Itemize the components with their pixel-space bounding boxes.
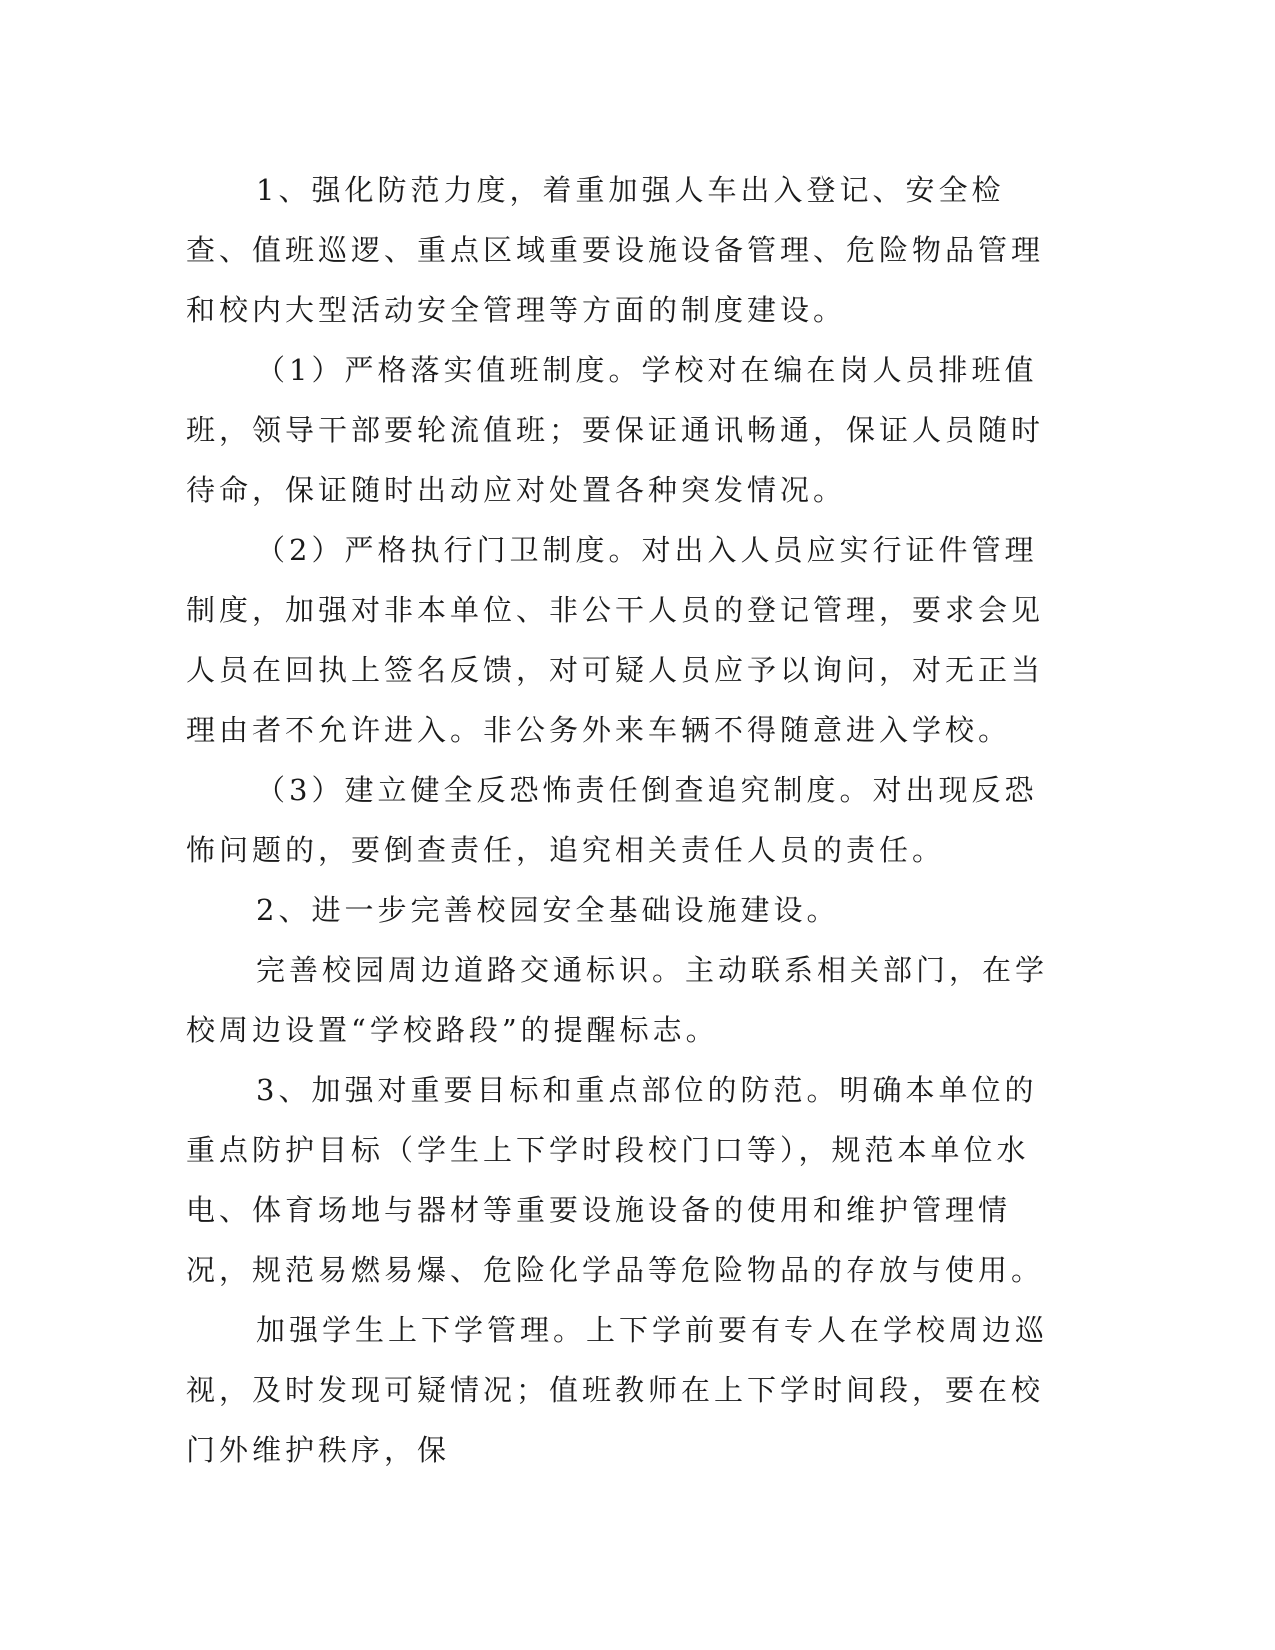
- paragraph-3: （2）严格执行门卫制度。对出入人员应实行证件管理制度，加强对非本单位、非公干人员的登记管理，要求会见人员在回执上签名反馈，对可疑人员应予以询问，对无正当理由者不允许进入。非公务外来车辆不得随意进入学校。: [186, 533, 1045, 747]
- paragraph-6: 完善校园周边道路交通标识。主动联系相关部门，在学校周边设置“学校路段”的提醒标志。: [186, 953, 1049, 1047]
- document-body: [186, 160, 1066, 1480]
- paragraph-4: （3）建立健全反恐怖责任倒查追究制度。对出现反恐怖问题的，要倒查责任，追究相关责任人员的责任。: [186, 773, 1038, 867]
- paragraph-1: 1、强化防范力度，着重加强人车出入登记、安全检查、值班巡逻、重点区域重要设施设备管理、危险物品管理和校内大型活动安全管理等方面的制度建设。: [186, 173, 1045, 327]
- paragraph-7: 3、加强对重要目标和重点部位的防范。明确本单位的重点防护目标（学生上下学时段校门口等），规范本单位水电、体育场地与器材等重要设施设备的使用和维护管理情况，规范易燃易爆、危险化学品等危险物品的存放与使用。: [186, 1073, 1045, 1287]
- paragraph-8: 加强学生上下学管理。上下学前要有专人在学校周边巡视，及时发现可疑情况；值班教师在上下学时间段，要在校门外维护秩序，保: [186, 1313, 1049, 1467]
- paragraph-2: （1）严格落实值班制度。学校对在编在岗人员排班值班，领导干部要轮流值班；要保证通讯畅通，保证人员随时待命，保证随时出动应对处置各种突发情况。: [186, 353, 1045, 507]
- paragraph-5: 2、进一步完善校园安全基础设施建设。: [256, 893, 840, 927]
